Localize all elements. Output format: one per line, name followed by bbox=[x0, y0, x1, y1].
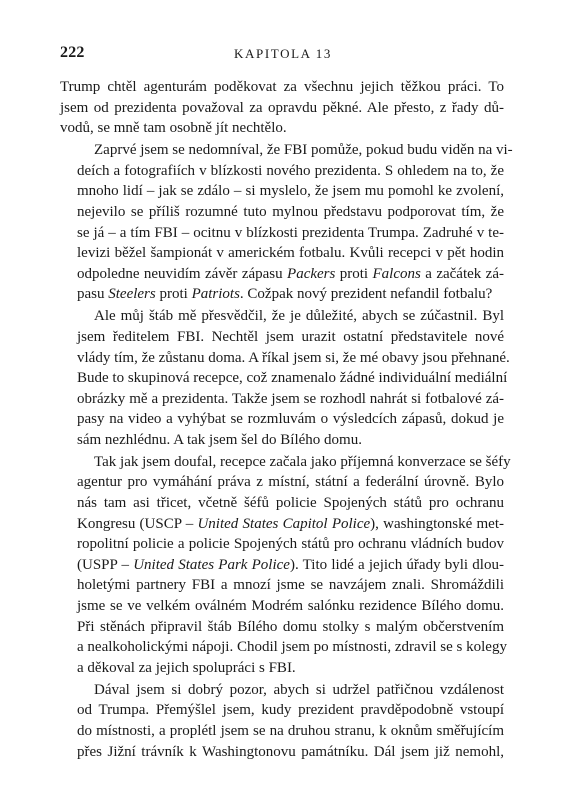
text-line bbox=[60, 409, 504, 430]
text-run: deích a fotografiích v blízkosti nového prezidenta. S ohledem na to, že bbox=[77, 162, 504, 179]
text-line bbox=[60, 202, 504, 223]
text-line bbox=[60, 264, 504, 285]
text-run: agentur pro vymáhání práva z místní, státní a federální úrovně. Bylo bbox=[77, 474, 504, 491]
text-run: proti bbox=[335, 265, 373, 282]
text-run: odpoledne neuvidím závěr zápasu bbox=[77, 265, 288, 282]
paragraph bbox=[60, 452, 511, 679]
text-run: ). Tito lidé a jejich úřady byli dlou- bbox=[289, 556, 504, 573]
italic-term: Patriots bbox=[191, 286, 240, 303]
text-line bbox=[60, 575, 504, 596]
text-run: levizi běžel šampionát v americkém fotbalu. Kvůli recepci v pět hodin bbox=[77, 245, 504, 262]
text-line bbox=[60, 223, 504, 244]
text-run: Kongresu (USCP – bbox=[77, 515, 198, 532]
text-run: obrázky mě a prezidenta. Takže jsem se rozhodl nahrát si fotbalové zá- bbox=[77, 390, 504, 407]
text-run: Tak jak jsem doufal, recepce začala jako příjemná konverzace se šéfy bbox=[94, 453, 511, 470]
text-run: Při stěnách připravil štáb Bílého domu stolky s malým občerstvením bbox=[77, 618, 504, 635]
text-run: proti bbox=[155, 286, 192, 303]
text-run: holetými partnery FBI a mnozí jsme se navzájem znali. Shromáždili bbox=[77, 577, 504, 594]
text-line bbox=[60, 742, 504, 763]
text-run: a začátek zá- bbox=[420, 265, 504, 282]
text-run: Trump chtěl agenturám poděkovat za všechnu jejich těžkou práci. To bbox=[60, 79, 504, 95]
text-line bbox=[60, 617, 504, 638]
chapter-title: KAPITOLA 13 bbox=[234, 46, 332, 61]
paragraph bbox=[60, 140, 513, 305]
text-line bbox=[60, 555, 504, 576]
text-line bbox=[60, 493, 504, 514]
text-line bbox=[60, 514, 504, 535]
text-line bbox=[60, 430, 504, 451]
text-line bbox=[60, 534, 504, 555]
text-run: do místnosti, a proplétl jsem se na druhou stranu, k oknům směřujícím bbox=[77, 722, 504, 739]
body-text bbox=[60, 77, 513, 762]
text-line bbox=[60, 472, 504, 493]
text-run: přes Jižní trávník k Washingtonovu památníku. Dál jsem již nemohl, bbox=[77, 743, 504, 760]
text-run: nás tam asi třicet, včetně šéfů policie Spojených států pro ochranu bbox=[77, 495, 504, 512]
text-line bbox=[60, 658, 504, 679]
text-run: nejevilo se příliš rozumné tuto mylnou představu podporovat tím, že bbox=[77, 203, 504, 220]
text-run: jsem ředitelem FBI. Nechtěl jsem urazit ostatní představitele nové bbox=[77, 328, 504, 345]
text-line bbox=[60, 389, 504, 410]
text-run: a nealkoholickými nápoji. Chodil jsem po místnosti, zdravil se s kolegy bbox=[77, 639, 507, 656]
paragraph bbox=[60, 306, 510, 450]
italic-term: Packers bbox=[287, 265, 336, 282]
text-run: (USPP – bbox=[77, 556, 134, 573]
text-run: jsme se ve velkém oválném Modrém salónku rezidence Bílého domu. bbox=[77, 598, 504, 615]
text-line bbox=[60, 181, 504, 202]
text-line bbox=[60, 721, 504, 742]
paragraph bbox=[60, 680, 504, 762]
text-run: ), washingtonské met- bbox=[370, 515, 504, 532]
text-run: pasy na video a vyhýbat se rozmluvám o výsledcích zápasů, dokud je bbox=[77, 411, 504, 428]
text-run: jsem od prezidenta považoval za opravdu pěkné. Ale přesto, z řady dů- bbox=[60, 99, 504, 116]
text-line bbox=[60, 98, 504, 119]
text-line bbox=[60, 368, 508, 389]
text-run: pasu bbox=[77, 286, 109, 303]
text-run: . Cožpak nový prezident nefandil fotbalu? bbox=[239, 286, 493, 303]
paragraph bbox=[60, 77, 504, 139]
text-line bbox=[60, 596, 504, 617]
text-run: sám nezhlédnu. A tak jsem šel do Bílého domu. bbox=[77, 431, 362, 448]
text-line bbox=[60, 348, 510, 369]
page-number: 222 bbox=[60, 44, 85, 61]
text-run: ropolitní policie a policie Spojených států pro ochranu vládních budov bbox=[77, 536, 504, 553]
text-run: a děkoval za jejich spolupráci s FBI. bbox=[77, 659, 296, 676]
text-line bbox=[60, 140, 513, 161]
text-line bbox=[60, 243, 504, 264]
text-run: Zaprvé jsem se nedomníval, že FBI pomůže, pokud budu viděn na vi- bbox=[94, 142, 513, 159]
text-run: vodů, se mně tam osobně jít nechtělo. bbox=[60, 120, 287, 137]
text-run: od Trumpa. Přemýšlel jsem, kudy prezident pravděpodobně vstoupí bbox=[77, 702, 504, 719]
text-line bbox=[60, 306, 504, 327]
italic-term: United States Park Police bbox=[133, 556, 290, 573]
text-line bbox=[60, 327, 504, 348]
text-run: vlády tím, že zůstanu doma. A říkal jsem si, že mé obavy jsou přehnané. bbox=[77, 349, 510, 366]
text-run: se já – a tím FBI – ocitnu v blízkosti prezidenta Trumpa. Zadruhé v te- bbox=[77, 224, 504, 241]
text-run: Bude to skupinová recepce, což znamenalo žádné individuální mediální bbox=[77, 370, 508, 387]
italic-term: United States Capitol Police bbox=[197, 515, 371, 532]
text-line bbox=[60, 452, 511, 473]
text-line bbox=[60, 118, 504, 139]
text-run: Dával jsem si dobrý pozor, abych si udržel patřičnou vzdálenost bbox=[94, 681, 504, 698]
text-run: mnoho lidí – jak se zdálo – si myslelo, že jsem mu pomohl ke zvolení, bbox=[77, 183, 504, 200]
text-line bbox=[60, 161, 504, 182]
text-line bbox=[60, 77, 504, 98]
text-line bbox=[60, 637, 507, 658]
text-run: Ale můj štáb mě přesvědčil, že je důležité, abych se zúčastnil. Byl bbox=[94, 308, 504, 325]
text-line bbox=[60, 284, 504, 305]
running-header bbox=[60, 44, 506, 64]
italic-term: Falcons bbox=[372, 265, 421, 282]
text-line bbox=[60, 700, 504, 721]
italic-term: Steelers bbox=[108, 286, 156, 303]
text-line bbox=[60, 680, 504, 701]
